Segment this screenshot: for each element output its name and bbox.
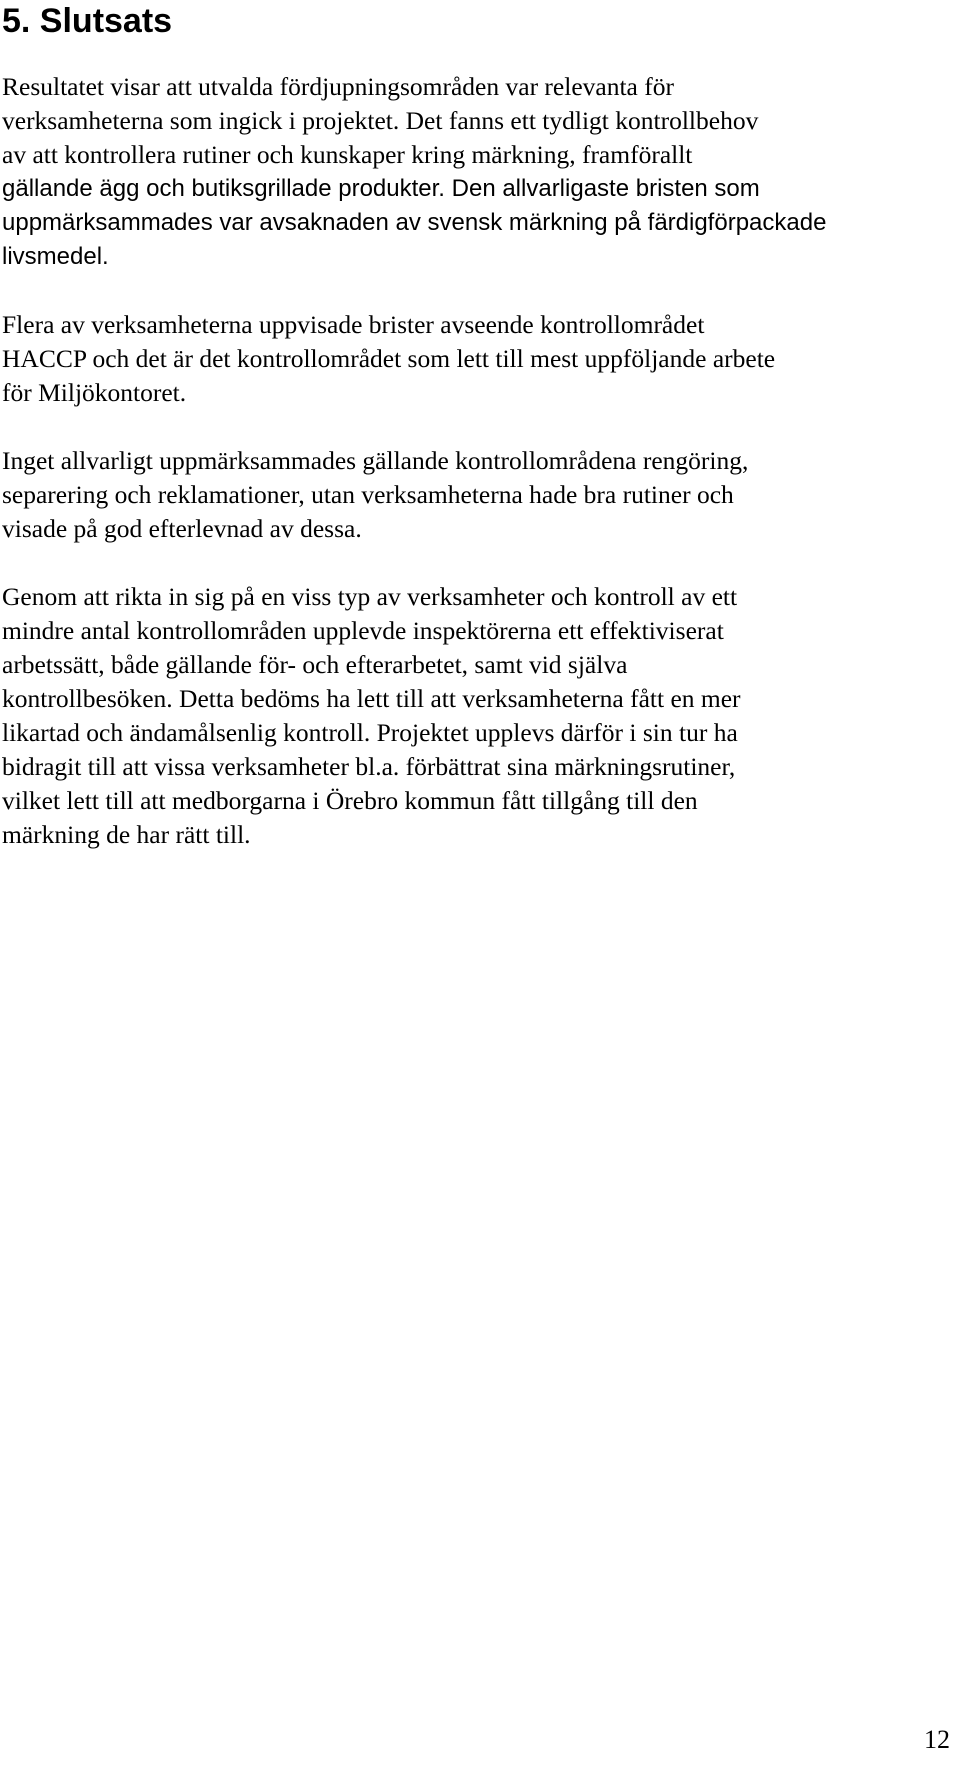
page-number: 12 [924,1725,950,1754]
paragraph-line: livsmedel. [2,243,109,270]
paragraph-line: Genom att rikta in sig på en viss typ av verksamheter och kontroll av ett [2,582,738,611]
paragraph-line: Inget allvarligt uppmärksammades gällande kontrollområdena rengöring, [2,446,749,475]
paragraph-line: verksamheterna som ingick i projektet. Det fanns ett tydligt kontrollbehov [2,106,759,135]
paragraph-line: för Miljökontoret. [2,378,187,407]
section-heading: 5. Slutsats [2,2,173,40]
paragraph-line: vilket lett till att medborgarna i Örebro kommun fått tillgång till den [2,786,698,815]
paragraph-line: bidragit till att vissa verksamheter bl.a. förbättrat sina märkningsrutiner, [2,752,736,781]
paragraph-2 [2,308,954,410]
paragraph-line: Flera av verksamheterna uppvisade brister avseende kontrollområdet [2,310,705,339]
paragraph-line: visade på god efterlevnad av dessa. [2,514,362,543]
paragraph-4 [2,580,954,852]
paragraph-line: uppmärksammades var avsaknaden av svensk märkning på färdigförpackade [2,209,827,236]
paragraph-line: kontrollbesöken. Detta bedöms ha lett till att verksamheterna fått en mer [2,684,741,713]
paragraph-line: separering och reklamationer, utan verksamheterna hade bra rutiner och [2,480,734,509]
section-body [2,70,954,886]
paragraph-line: av att kontrollera rutiner och kunskaper kring märkning, framförallt [2,140,693,169]
paragraph-line: gällande ägg och butiksgrillade produkter. Den allvarligaste bristen som [2,175,760,202]
paragraph-1 [2,70,954,274]
paragraph-line: HACCP och det är det kontrollområdet som lett till mest uppföljande arbete [2,344,776,373]
paragraph-line: likartad och ändamålsenlig kontroll. Projektet upplevs därför i sin tur ha [2,718,738,747]
paragraph-line: mindre antal kontrollområden upplevde inspektörerna ett effektiviserat [2,616,724,645]
paragraph-line: arbetssätt, både gällande för- och efterarbetet, samt vid själva [2,650,628,679]
paragraph-line: märkning de har rätt till. [2,820,251,849]
paragraph-3 [2,444,954,546]
paragraph-line: Resultatet visar att utvalda fördjupningsområden var relevanta för [2,72,674,101]
